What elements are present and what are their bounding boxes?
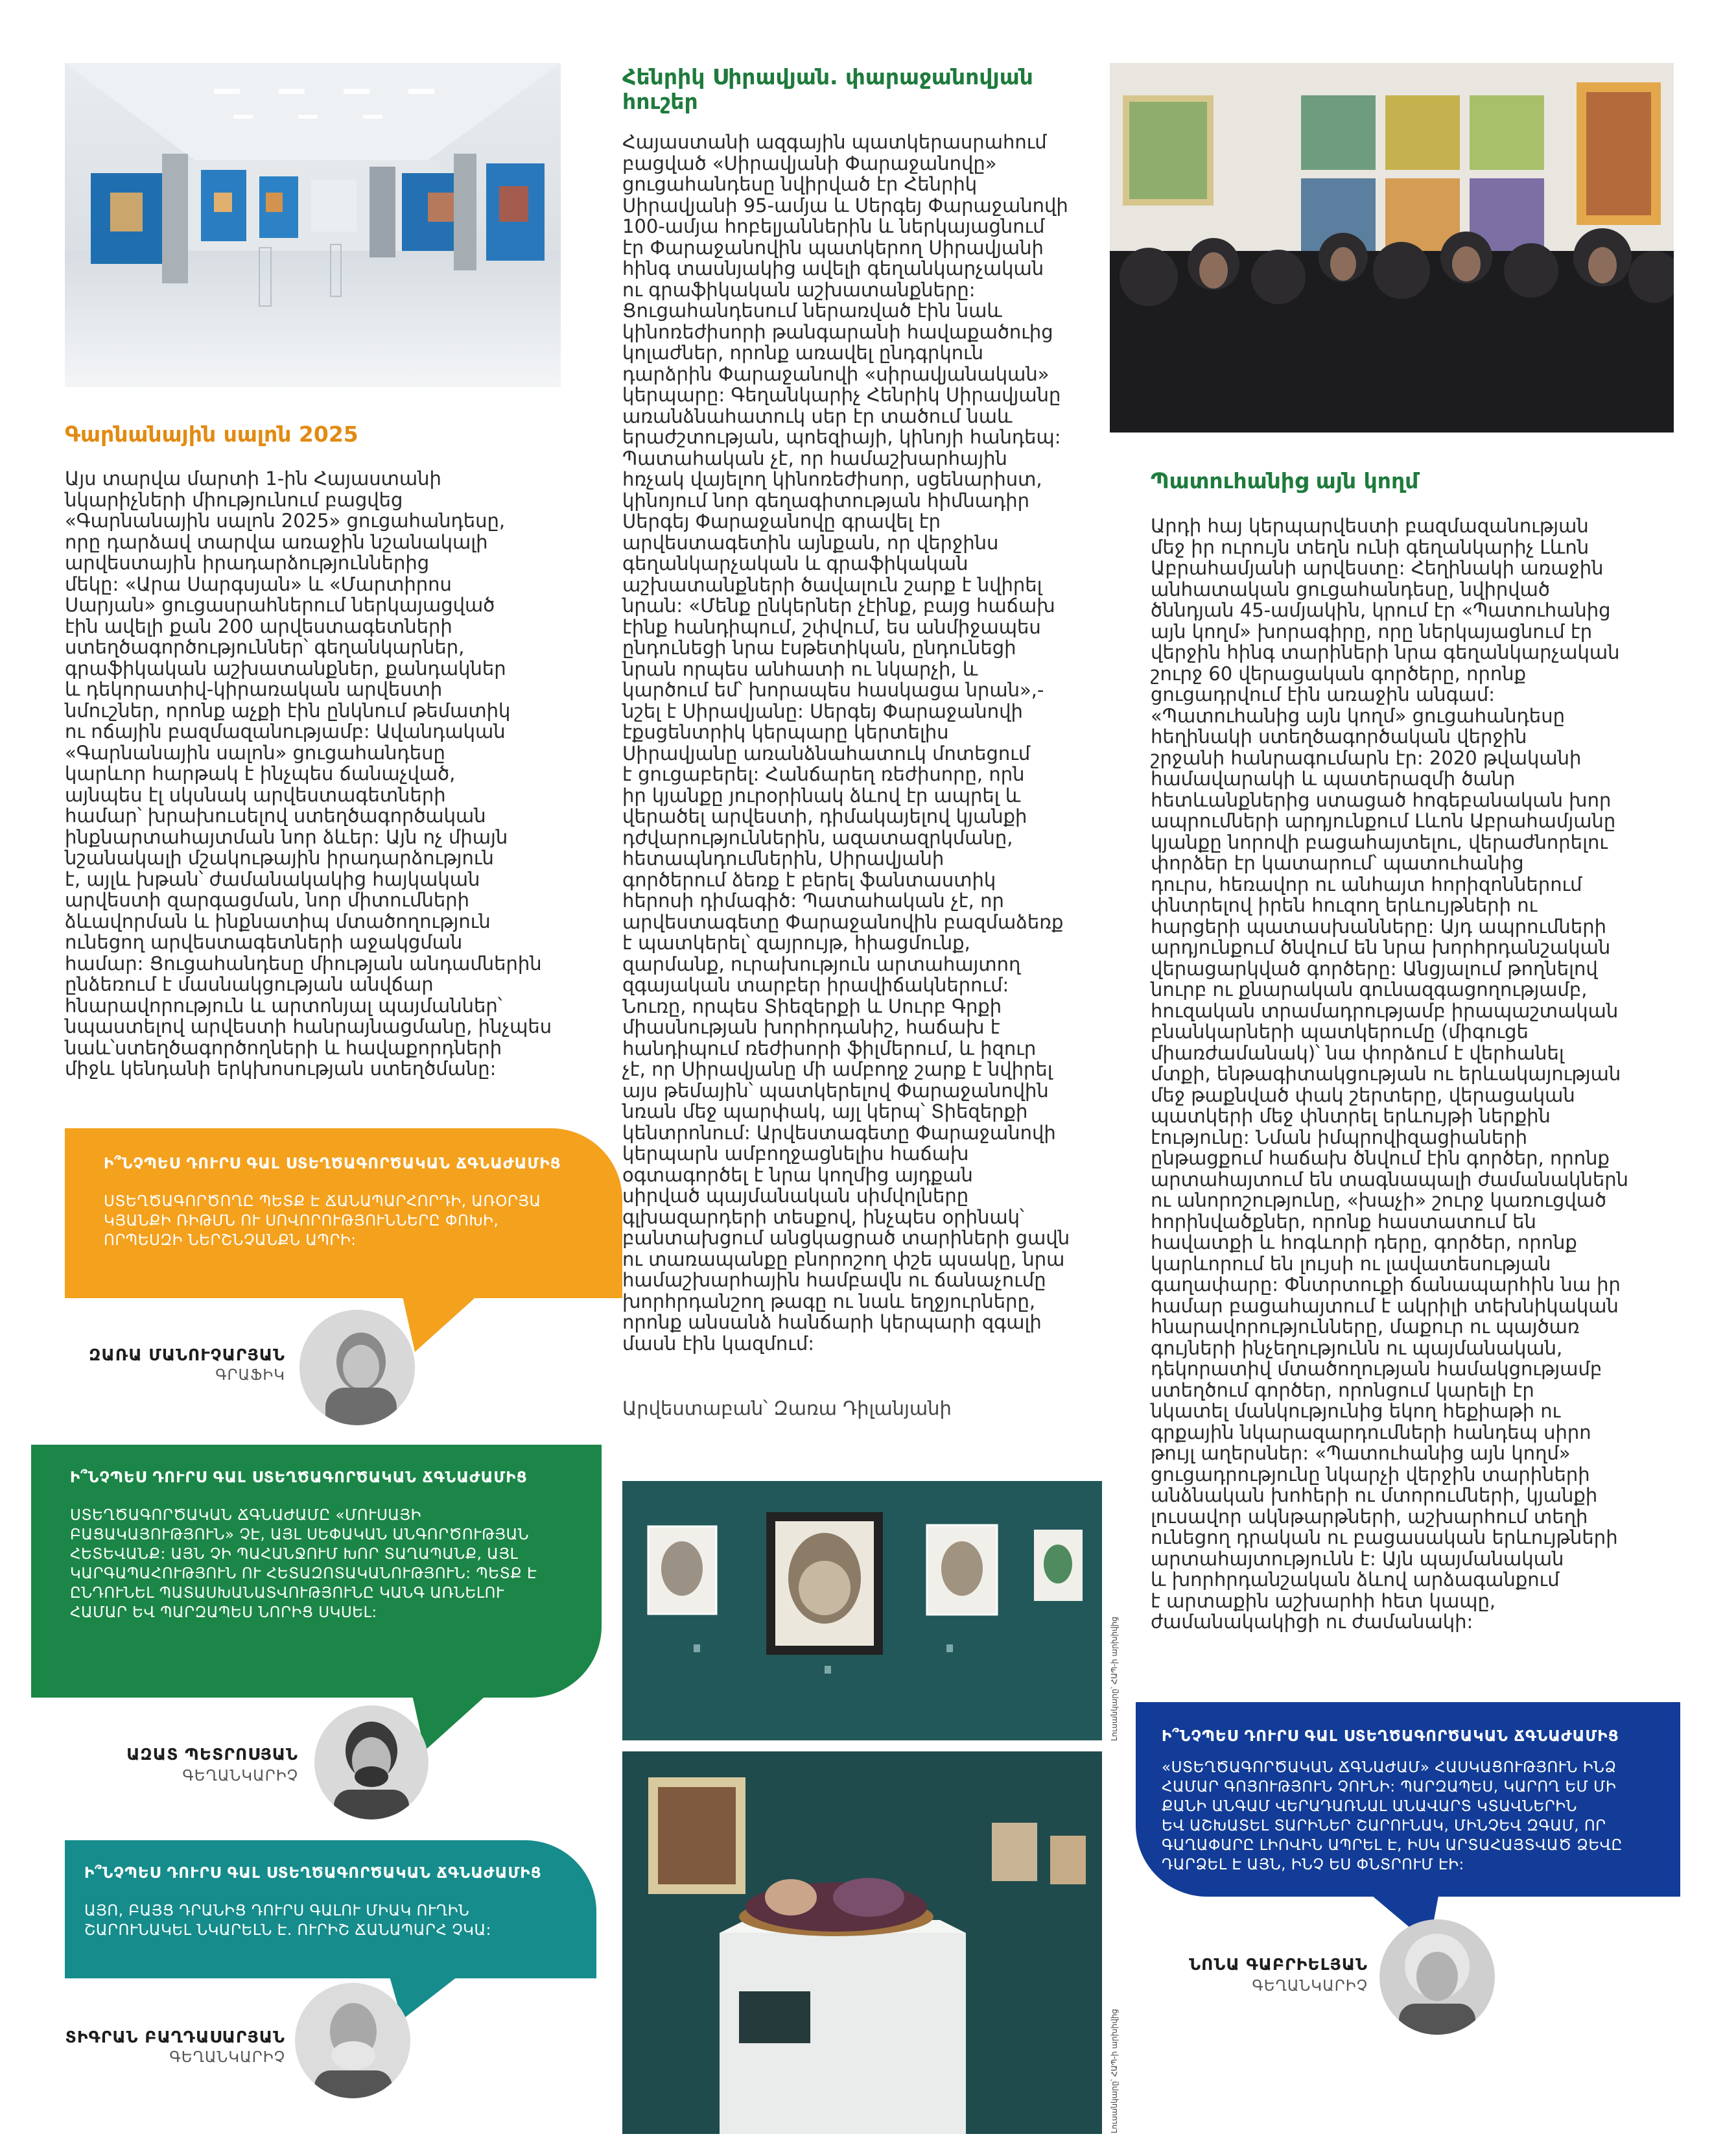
quote3-header: Ի՞ՆՉՊԵՍ ԴՈՒՐՍ ԳԱԼ ՍՏԵՂԾԱԳՈՐԾԱԿԱՆ ՃԳՆԱԺԱՄԻՑ [84,1865,542,1882]
quote2-name: ԱԶԱՏ ՊԵՏՐՈՍՅԱՆ [126,1745,298,1764]
exhibition-crowd-photo [1110,63,1674,433]
quote1-role: ԳՐԱՖԻԿ [215,1367,285,1384]
quote4-header: Ի՞ՆՉՊԵՍ ԴՈՒՐՍ ԳԱԼ ՍՏԵՂԾԱԳՈՐԾԱԿԱՆ ՃԳՆԱԺԱՄԻՑ [1162,1728,1619,1745]
avatar-azat [314,1705,428,1819]
article1-body: Այս տարվա մարտի 1-ին Հայաստանի նկարիչների միությունում բացվեց «Գարնանային սալոն 2025» ցուցահանդեսը, որը դարձավ տարվա առաջին նշանակալի արվեստային իրադարձություններից մեկը: «Արա Սարգսյան» և «Մարտիրոս Սարյան» ցուցասրահներում ներկայացված էին ավելի քան 200 արվեստագետների ստեղծագործություններ՝ գեղանկարներ, գրաֆիկական աշխատանքներ, քանդակներ և դեկորատիվ-կիրառական արվեստի նմուշներ, որոնք աչքի էին ընկնում թեմատիկ ու ոճային բազմազանությամբ: Ավանդական «Գարնանային սալոն» ցուցահանդեսը կարևոր հարթակ է ինչպես ճանաչված, այնպես էլ սկսնակ արվեստագետների համար՝ խրախուսելով ստեղծագործական ինքնարտահայտման նոր ձևեր: Այն ոչ միայն նշանակալի մշակութային իրադարձություն է, այլև խթան՝ ժամանակակից հայկական արվեստի զարգացման, նոր միտումների ձևավորման և ինքնատիպ մտածողություն ունեցող արվեստագետների աջակցման համար: Ցուցահանդեսը միության անդամներին ընձեռում է մասնակցության անվճար հնարավորություն և արտոնյալ պայմաններ՝ նպաստելով արվեստի հանրայնացմանը, ինչպես նաև՝ստեղծագործողների և հավաքորդների միջև կենդանի երկխոսության ստեղծմանը: [65,468,552,1080]
quote4-name: ՆՈՆԱ ԳԱԲՐԻԵԼՅԱՆ [1189,1955,1368,1974]
article1-title: Գարնանային սալոն 2025 [65,421,358,447]
quote2-header: Ի՞ՆՉՊԵՍ ԴՈՒՐՍ ԳԱԼ ՍՏԵՂԾԱԳՈՐԾԱԿԱՆ ՃԳՆԱԺԱՄԻՑ [70,1469,528,1486]
quote3-role: ԳԵՂԱՆԿԱՐԻՉ [169,2049,285,2066]
quote3-name: ՏԻԳՐԱՆ ԲԱՂԴԱՍԱՐՅԱՆ [65,2028,285,2046]
article2-author: Արվեստաբան՝ Զառա Դիլանյանի [622,1397,952,1419]
quote3-bubble [65,1840,596,1978]
installation-photo [622,1751,1102,2134]
quote4-role: ԳԵՂԱՆԿԱՐԻՉ [1252,1978,1368,1995]
quote4-bubble [1136,1702,1680,1897]
quote1-header: Ի՞ՆՉՊԵՍ ԴՈՒՐՍ ԳԱԼ ՍՏԵՂԾԱԳՈՐԾԱԿԱՆ ՃԳՆԱԺԱՄԻՑ [104,1155,561,1172]
article2-title: Հենրիկ Սիրավյան. փարաջանովյան հուշեր [622,64,1033,114]
quote1-bubble [65,1128,622,1298]
quote4-text: «ՍՏԵՂԾԱԳՈՐԾԱԿԱՆ ՃԳՆԱԺԱՄ» ՀԱՍԿԱՑՈՒԹՅՈՒՆ ԻՆՁ ՀԱՄԱՐ ԳՈՅՈՒԹՅՈՒՆ ՉՈՒՆԻ: ՊԱՐԶԱՊԵՍ, ԿԱՐՈՂ ԵՄ ՄԻ ՔԱՆԻ ԱՆԳԱՄ ՎԵՐԱԴԱՌՆԱԼ ԱՆԱՎԱՐՏ ԿՏԱՎՆԵՐԻՆ ԵՎ ԱՇԽԱՏԵԼ ՏԱՐԻՆԵՐ ՇԱՐՈՒՆԱԿ, ՄԻՆՉԵՎ ԶԳԱՄ, ՈՐ ԳԱՂԱՓԱՐԸ ԼԻՈՎԻՆ ԱՊՐԵԼ Է, ԻՍԿ ԱՐՏԱՀԱՅՏՎԱԾ ՁԵՎԸ ԴԱՐՁԵԼ Է ԱՅՆ, ԻՆՉ ԵՍ ՓՆՏՐՈՒՄ ԷԻ: [1162,1759,1623,1873]
avatar-tigran [295,1983,410,2098]
article2-body: Հայաստանի ազգային պատկերասրահում բացված «Սիրավյանի Փարաջանովը» ցուցահանդեսը նվիրված էր Հենրիկ Սիրավյանի 95-ամյա և Սերգեյ Փարաջանովի 100-ամյա հոբելյաններին և ներկայացնում էր Փարաջանովին պատկերող Սիրավյանի հինգ տասնյակից ավելի գեղանկարչական ու գրաֆիկական աշխատանքները: Ցուցահանդեսում ներառված էին նաև կինոռեժիսորի թանգարանի հավաքածուից կոլաժներ, որոնք առավել ընդգրկուն դարձրին Փարաջանովի «սիրավյանական» կերպարը: Գեղանկարիչ Հենրիկ Սիրավյանը առանձնահատուկ սեր էր տածում նաև երաժշտության, պոեզիայի, կինոյի հանդեպ: Պատահական չէ, որ համաշխարհային հռչակ վայելող կինոռեժիսոր, սցենարիստ, կինոյում նոր գեղագիտության հիմնադիր Սերգեյ Փարաջանովը գրավել էր արվեստագետին այնքան, որ վերջինս գեղանկարչական և գրաֆիկական աշխատանքների ծավալուն շարք է նվիրել նրան: «Մենք ընկերներ չէինք, բայց հաճախ էինք հանդիպում, շփվում, ես անմիջապես ընդունեցի նրա էսթետիկան, ընդունեցի նրան որպես անհատի ու նկարչի, և կարծում եմ՝ խորապես հասկացա նրան»,- նշել է Սիրավյանը: Սերգեյ Փարաջանովի էքսցենտրիկ կերպարը կերտելիս Սիրավյանը առանձնահատուկ մոտեցում է ցուցաբերել: Հանճարեղ ռեժիսորը, որն իր կյանքը յուրօրինակ ձևով էր ապրել և վերածել արվեստի, դիմակայելով կյանքի դժվարություններին, ազատազրկմանը, հետապնդումներին, Սիրավյանի գործերում ձեռք է բերել ֆանտաստիկ հերոսի դիմագիծ: Պատահական չէ, որ արվեստագետը Փարաջանովին բազմաձեռք է պատկերել՝ զայրույթ, հիացմունք, զարմանք, ուրախություն արտահայտող զգայական տարբեր իրավիճակներում: Նուռը, որպես Տիեզերքի և Սուրբ Գրքի միասնության խորհրդանիշ, հաճախ է հանդիպում ռեժիսորի ֆիլմերում, և իզուր չէ, որ Սիրավյանը մի ամբողջ շարք է նվիրել այս թեմային՝ պատկերելով Փարաջանովին նռան մեջ պարփակ, այլ կերպ՝ Տիեզերքի կենտրոնում: Արվեստագետը Փարաջանովի կերպարն ամբողջացնելիս հաճախ օգտագործել է նրա կողմից այդքան սիրված պայմանական սիմվոլները գլխազարդերի տեսքով, ինչպես օրինակ՝ բանտախցում անցկացրած տարիների ցավն ու տառապանքը բնորոշող փշե պսակը, նրա համաշխարհային համբավն ու ճանաչումը խորհրդանշող թագը ու նաև եղջյուրները, որոնք անսանձ հանճարի կերպարի զգալի մասն էին կազմում: [622,131,1070,1355]
quote3-text: ԱՅՈ, ԲԱՅՑ ԴՐԱՆԻՑ ԴՈՒՐՍ ԳԱԼՈՒ ՄԻԱԿ ՈՒՂԻՆ ՇԱՐՈՒՆԱԿԵԼ ՆԿԱՐԵԼՆ Է. ՈՒՐԻՇ ՃԱՆԱՊԱՐՀ ՉԿԱ: [84,1902,491,1939]
photo-mid-credit: Լուսանկարը՝ ՀԱՊ-ի արխիվից [1110,1617,1119,1741]
quote2-role: ԳԵՂԱՆԿԱՐԻՉ [182,1768,298,1784]
gallery-hall-photo [65,63,561,387]
portrait-drawings-photo [622,1481,1102,1740]
article3-body: Արդի հայ կերպարվեստի բազմազանության մեջ իր ուրույն տեղն ունի գեղանկարիչ Լևոն Աբրահամյանի արվեստը: Հեղինակի առաջին անհատական ցուցահանդեսը, նվիրված ծննդյան 45-ամյակին, կրում էր «Պատուհանից այն կողմ» խորագիրը, որը ներկայացնում էր վերջին հինգ տարիների նրա գեղանկարչական շուրջ 60 վերացական գործերը, որոնք ցուցադրվում էին առաջին անգամ: «Պատուհանից այն կողմ» ցուցահանդեսը հեղինակի ստեղծագործական վերջին շրջանի հանրագումարն էր: 2020 թվականի համավարակի և պատերազմի ծանր հետևանքներից ստացած հոգեբանական խոր ապրումների արդյունքում Լևոն Աբրահամյանը կյանքը նորովի բացահայտելու, վերաժնորելու փորձեր էր կատարում՝ պատուհանից դուրս, հեռավոր ու անհայտ հորիզոններում փնտրելով իրեն հուզող երևույթների ու հարցերի պատասխանները: Այդ ապրումների արդյունքում ծնվում են նրա խորհրդանշական վերացարկված գործերը: Անցյալում թողնելով նուրբ ու քնարական գունազգացողությամբ, հուզական տրամադրությամբ իրապաշտական բնանկարների պատկերումը (միգուցե միառժամանակ)՝ նա փորձում է վերհանել մտքի, ենթագիտակցության ու երևակայության մեջ թաքնված փակ շերտերը, վերացական պատկերի մեջ փնտրել երևույթի ներքին էությունը: Նման իմպրովիզացիաների ընթացքում հաճախ ծնվում էին գործեր, որոնք արտահայտում են տագնապալի ժամանակներն ու անորոշությունը, «խաչի» շուրջ կառուցված հորինվածքներ, որոնք հաստատում են հավատքի և հոգևորի դերը, գործեր, որոնք կարևորում են լույսի ու լավատեսության գաղափարը: Փնտրտուքի ճանապարհին նա իր համար բացահայտում է ակրիլի տեխնիկական հնարավորությունները, մաքուր ու պայծառ գույների ինչեղությունն ու պայմանական, դեկորատիվ մտածողության համակցությամբ ստեղծում գործեր, որոնցում կարելի էր նկատել մանկությունից եկող հեքիաթի ու գրքային նկարազարդումների հանդեպ սիրո թույլ աղերսներ: «Պատուհանից այն կողմ» ցուցադրությունը նկարչի վերջին տարիների անձնական խոհերի ու մտորումների, կյանքի լուսավոր ակնթարթների, աշխարհում տեղի ունեցող դրական ու բացասական երևույթների արտահայտությունն է: Այն պայմանական և խորհրդանշական ձևով արձագանքում է արտաքին աշխարհի հետ կապը, ժամանակակիցի ու ժամանակի: [1151,515,1629,1633]
quote2-text: ՍՏԵՂԾԱԳՈՐԾԱԿԱՆ ՃԳՆԱԺԱՄԸ «ՄՈՒՍԱՅԻ ԲԱՑԱԿԱՅՈՒԹՅՈՒՆ» ՉԷ, ԱՅԼ ՍԵՓԱԿԱՆ ԱՆԳՈՐԾՈՒԹՅԱՆ ՀԵՏԵՎԱՆՔ: ԱՅՆ ՉԻ ՊԱՀԱՆՋՈՒՄ ԽՈՐ ՏԱՂԱՊԱՆՔ, ԱՅԼ ԿԱՐԳԱՊԱՀՈՒԹՅՈՒՆ ՈՒ ՀԵՏԱԶՈՏԱԿԱՆՈՒԹՅՈՒՆ: ՊԵՏՔ Է ԸՆԴՈՒՆԵԼ ՊԱՏԱՍԽԱՆԱՏՎՈՒԹՅՈՒՆԸ ԿԱՆԳ ԱՌՆԵԼՈՒ ՀԱՄԱՐ ԵՎ ՊԱՐԶԱՊԵՍ ՆՈՐԻՑ ՍԿՍԵԼ: [70,1507,537,1621]
article3-title: Պատուհանից այն կողմ [1151,468,1419,493]
quote1-tail [402,1294,480,1352]
photo-bottom-credit: Լուսանկարը՝ ՀԱՊ-ի արխիվից [1110,2009,1119,2133]
quote1-text: ՍՏԵՂԾԱԳՈՐԾՈՂԸ ՊԵՏՔ Է ՃԱՆԱՊԱՐՀՈՐԴԻ, ԱՌՕՐՅԱ ԿՅԱՆՔԻ ՌԻԹՄՆ ՈՒ ՍՈՎՈՐՈՒԹՅՈՒՆՆԵՐԸ ՓՈԽԻ, ՈՐՊԵՍԶԻ ՆԵՐՇՆՉԱՆՔՆ ԱՊՐԻ: [104,1193,541,1249]
avatar-zara [299,1310,415,1425]
quote2-bubble [31,1445,602,1698]
quote1-name: ԶԱՌԱ ՄԱՆՈՒՉԱՐՅԱՆ [89,1345,285,1364]
avatar-nona [1379,1919,1495,2035]
